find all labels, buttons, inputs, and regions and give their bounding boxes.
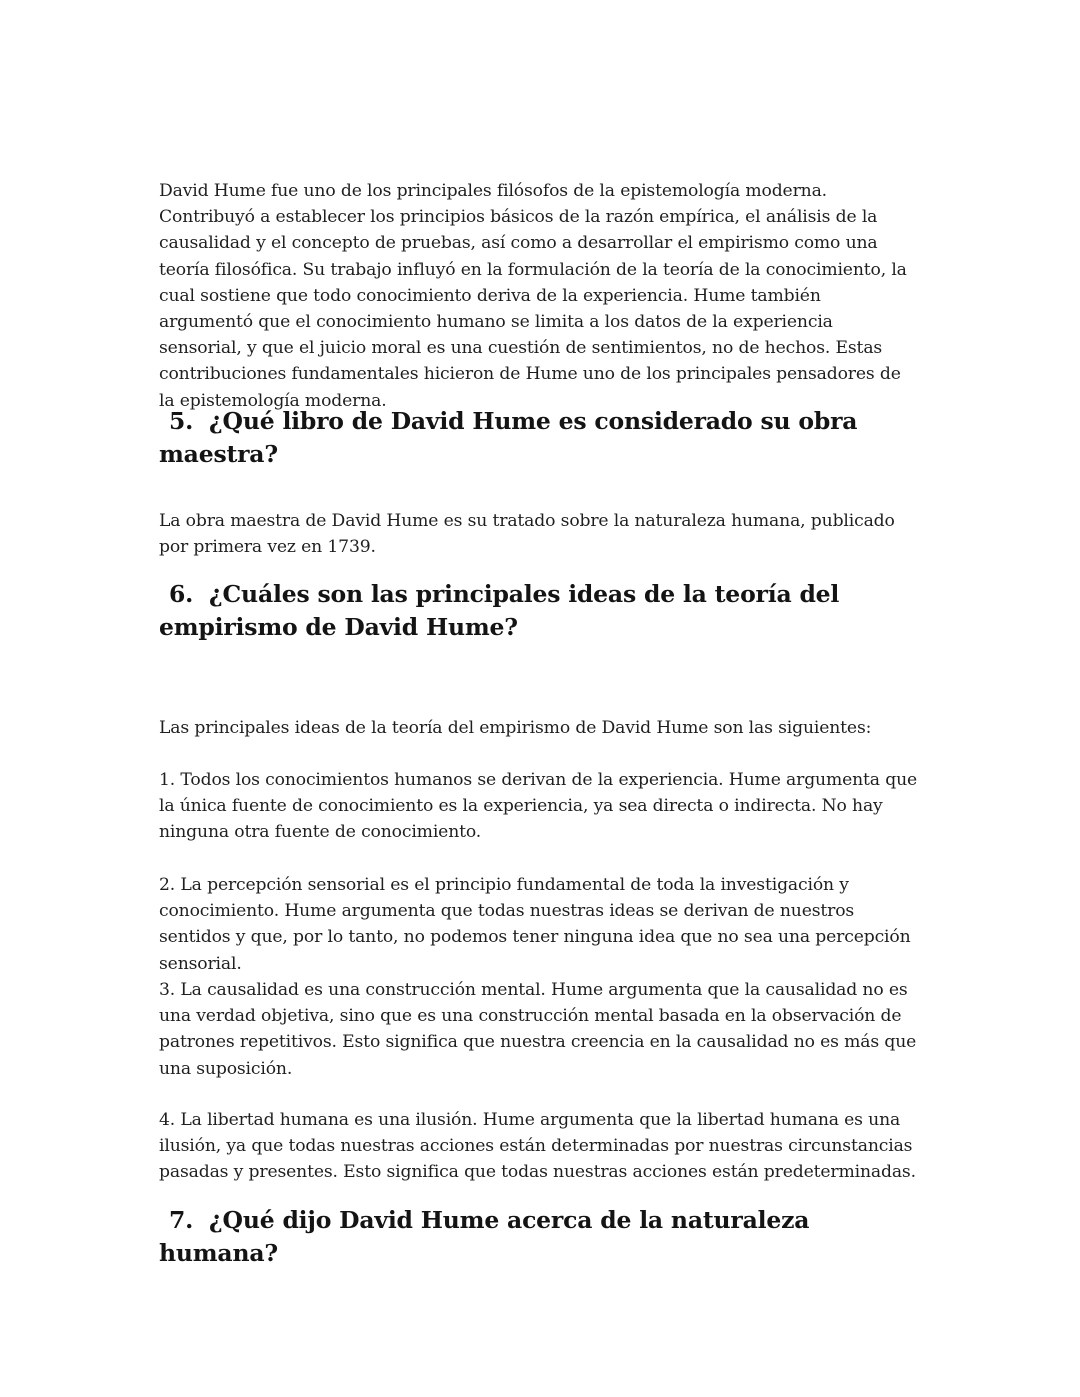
list-item: 4. La libertad humana es una ilusión. Hume argumenta que la libertad humana es una ilusión, ya que todas nuestras acciones están determinadas por nuestras circunstancias pasadas y presentes. Esto significa que todas nuestras acciones están predeterminadas. [159, 1110, 916, 1183]
heading-text: ¿Qué libro de David Hume es considerado su obra maestra? [159, 407, 858, 468]
heading-number: 7. [169, 1206, 194, 1234]
heading-text: ¿Cuáles son las principales ideas de la teoría del empirismo de David Hume? [159, 580, 840, 641]
answer-question-6-intro: Las principales ideas de la teoría del empirismo de David Hume son las siguientes: [159, 718, 872, 738]
answer-question-5: La obra maestra de David Hume es su tratado sobre la naturaleza humana, publicado por primera vez en 1739. [159, 511, 895, 558]
heading-number: 6. [169, 580, 194, 608]
list-item: 2. La percepción sensorial es el principio fundamental de toda la investigación y conocimiento. Hume argumenta que todas nuestras ideas se derivan de nuestros sentidos y que, por lo tanto, no podemos tener ninguna idea que no sea una percepción sensorial. [159, 875, 911, 974]
list-item: 1. Todos los conocimientos humanos se derivan de la experiencia. Hume argumenta que la única fuente de conocimiento es la experiencia, ya sea directa o indirecta. No hay ninguna otra fuente de conocimiento. [159, 770, 918, 843]
heading-text: ¿Qué dijo David Hume acerca de la naturaleza humana? [159, 1206, 810, 1267]
list-item: 3. La causalidad es una construcción mental. Hume argumenta que la causalidad no es una verdad objetiva, sino que es una construcción mental basada en la observación de patrones repetitivos. Esto significa que nuestra creencia en la causalidad no es más que una suposición. [159, 980, 917, 1079]
heading-question-7 [159, 1204, 919, 1270]
heading-question-6 [159, 578, 919, 644]
heading-number: 5. [169, 407, 194, 435]
intro-paragraph: David Hume fue uno de los principales filósofos de la epistemología moderna. Contribuyó a establecer los principios básicos de la razón empírica, el análisis de la causalidad y el concepto de pruebas, así como a desarrollar el empirismo como una teoría filosófica. Su trabajo influyó en la formulación de la teoría de la conocimiento, la cual sostiene que todo conocimiento deriva de la experiencia. Hume también argumentó que el conocimiento humano se limita a los datos de la experiencia sensorial, y que el juicio moral es una cuestión de sentimientos, no de hechos. Estas contribuciones fundamentales hicieron de Hume uno de los principales pensadores de la epistemología moderna. [159, 181, 907, 411]
heading-question-5 [159, 405, 919, 471]
